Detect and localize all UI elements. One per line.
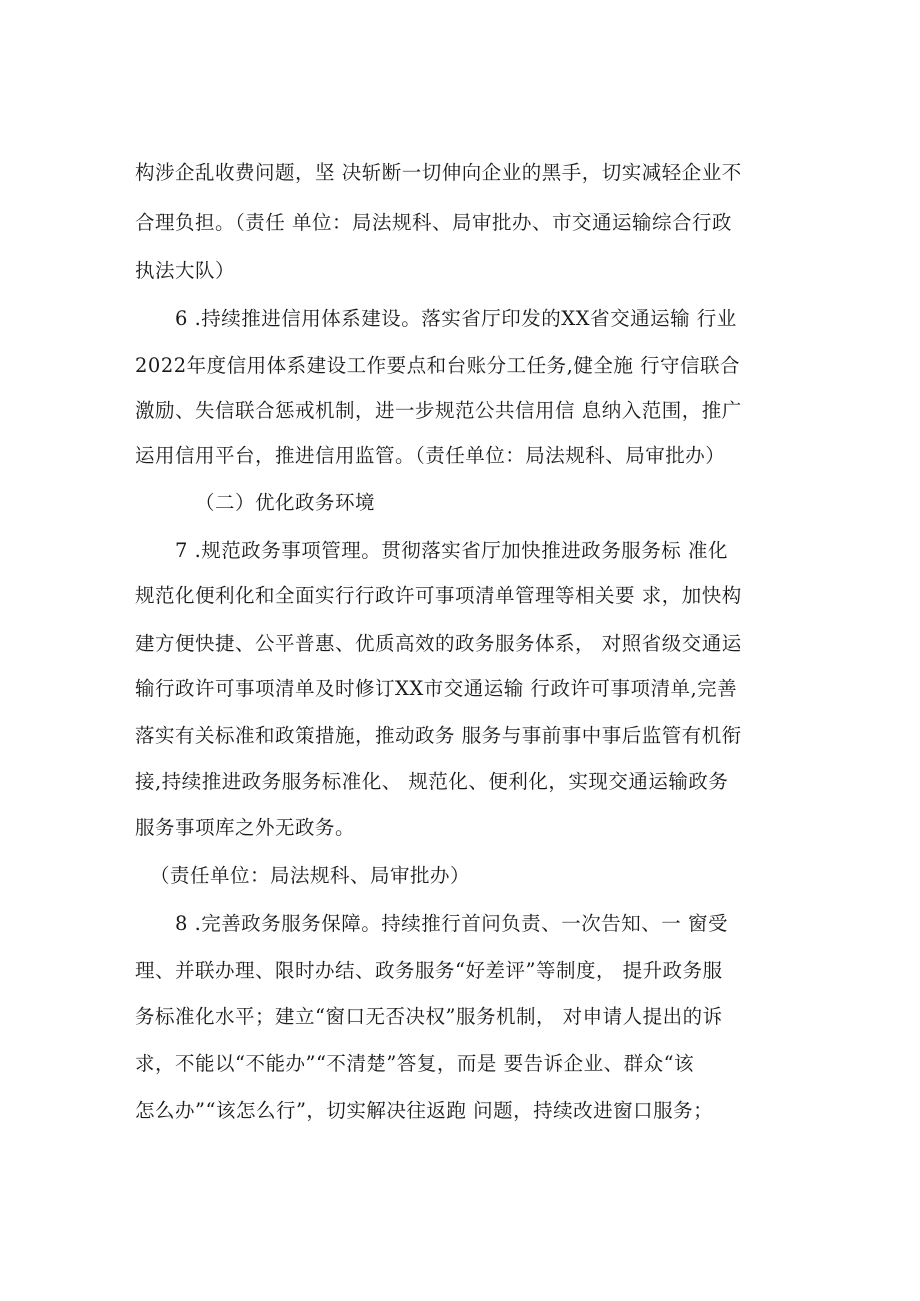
paragraph-line: 运用信用平台，推进信用监管。（责任单位：局法规科、局审批办） bbox=[135, 444, 726, 467]
paragraph-line: 构涉企乱收费问题，坚 决斩断一切伸向企业的黑手，切实减轻企业不 bbox=[135, 161, 742, 184]
paragraph-line: 执法大队） bbox=[135, 259, 236, 282]
paragraph-line: 输行政许可事项清单及时修订XX市交通运输 行政许可事项清单,完善 bbox=[135, 677, 738, 700]
paragraph-line: 求，不能以“不能办”“不清楚”答复，而是 要告诉企业、群众“该 bbox=[135, 1052, 695, 1075]
paragraph-line: 8 .完善政务服务保障。持续推行首问负责、一次告知、一 窗受 bbox=[175, 912, 729, 935]
paragraph-line: 理、并联办理、限时办结、政务服务“好差评”等制度， 提升政务服 bbox=[135, 959, 723, 982]
paragraph-line: 7 .规范政务事项管理。贯彻落实省厅加快推进政务服务标 准化 bbox=[175, 539, 729, 562]
paragraph-line: 怎么办”“该怎么行”，切实解决往返跑 问题，持续改进窗口服务； bbox=[135, 1099, 714, 1122]
paragraph-line: 2022年度信用体系建设工作要点和台账分工任务,健全施 行守信联合 bbox=[135, 354, 741, 377]
paragraph-line: 务标准化水平；建立“窗口无否决权”服务机制， 对申请人提出的诉 bbox=[135, 1005, 723, 1028]
paragraph-line: 激励、失信联合惩戒机制，进一步规范公共信用信 息纳入范围，推广 bbox=[135, 399, 742, 422]
paragraph-line: 规范化便利化和全面实行行政许可事项清单管理等相关要 求，加快构 bbox=[135, 584, 742, 607]
paragraph-line: 合理负担。（责任 单位：局法规科、局审批办、市交通运输综合行政 bbox=[135, 211, 732, 234]
paragraph-line: 6 .持续推进信用体系建设。落实省厅印发的XX省交通运输 行业 bbox=[175, 307, 737, 330]
responsibility-note: （责任单位：局法规科、局审批办） bbox=[150, 864, 471, 887]
paragraph-line: 接,持续推进政务服务标准化、 规范化、便利化，实现交通运输政务 bbox=[135, 770, 729, 793]
paragraph-line: 服务事项库之外无政务。 bbox=[135, 816, 356, 839]
paragraph-line: 建方便快捷、公平普惠、优质高效的政务服务体系， 对照省级交通运 bbox=[135, 632, 742, 655]
section-heading: （二）优化政务环境 bbox=[195, 491, 376, 514]
paragraph-line: 落实有关标准和政策措施，推动政务 服务与事前事中事后监管有机衔 bbox=[135, 724, 742, 747]
